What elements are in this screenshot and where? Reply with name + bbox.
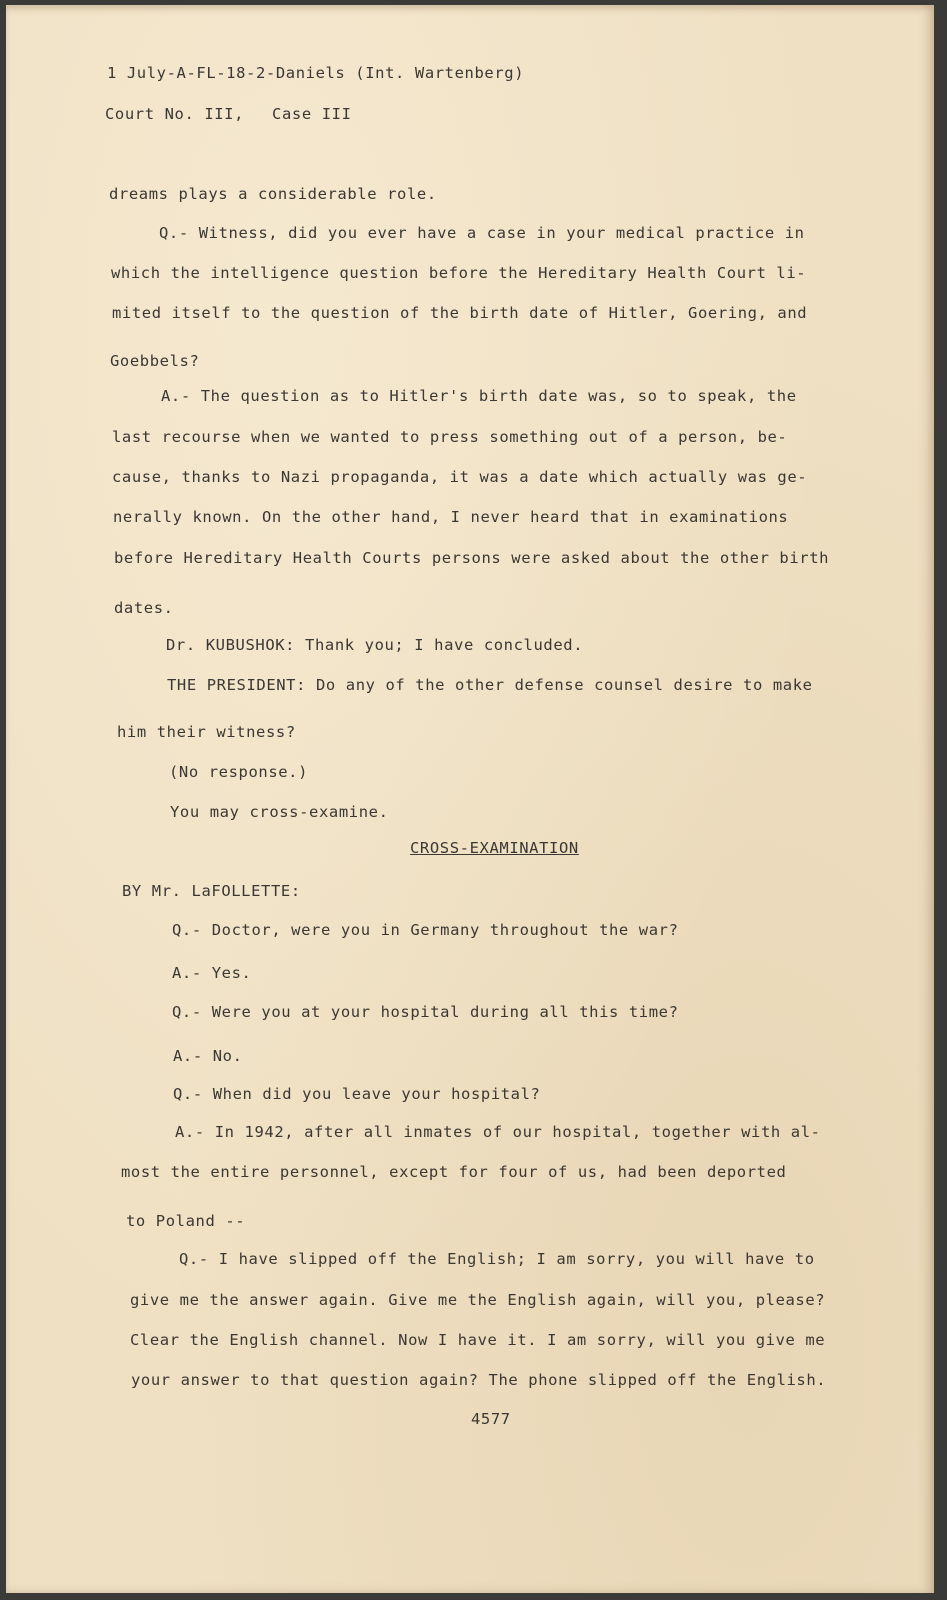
text-line: most the entire personnel, except for four of us, had been deported [121,1163,787,1181]
document-page [6,5,934,1593]
text-line: Q.- Doctor, were you in Germany throughout the war? [172,921,679,939]
text-line: nerally known. On the other hand, I never heard that in examinations [113,508,789,526]
text-line: dreams plays a considerable role. [109,185,437,203]
text-line: Q.- I have slipped off the English; I am sorry, you will have to [179,1250,815,1268]
text-line: Q.- Were you at your hospital during all this time? [172,1003,679,1021]
text-line: cause, thanks to Nazi propaganda, it was a date which actually was ge- [112,468,808,486]
text-line: (No response.) [169,763,309,781]
text-line: BY Mr. LaFOLLETTE: [122,882,301,900]
text-line: Goebbels? [110,352,200,370]
text-line: which the intelligence question before the Hereditary Health Court li- [111,264,807,282]
text-line: your answer to that question again? The phone slipped off the English. [131,1371,827,1389]
court-case-line [105,104,352,124]
text-line: him their witness? [117,723,296,741]
text-line: A.- In 1942, after all inmates of our hospital, together with al- [175,1123,821,1141]
text-line: A.- The question as to Hitler's birth date was, so to speak, the [161,387,797,405]
court-number: Court No. III, [105,105,245,123]
header-line: 1 July-A-FL-18-2-Daniels (Int. Wartenberg) [107,64,525,82]
text-line: mited itself to the question of the birth date of Hitler, Goering, and [112,304,808,322]
text-line: dates. [114,599,174,617]
text-line: before Hereditary Health Courts persons were asked about the other birth [114,549,830,567]
case-number: Case III [272,105,352,123]
text-line: THE PRESIDENT: Do any of the other defense counsel desire to make [167,676,813,694]
text-line: Clear the English channel. Now I have it. I am sorry, will you give me [130,1331,826,1349]
section-heading: CROSS-EXAMINATION [410,839,579,857]
text-line: last recourse when we wanted to press something out of a person, be- [112,428,788,446]
text-line: Dr. KUBUSHOK: Thank you; I have concluded. [166,636,584,654]
text-line: A.- Yes. [172,964,252,982]
text-line: You may cross-examine. [170,803,389,821]
text-line: Q.- Witness, did you ever have a case in your medical practice in [159,224,805,242]
text-line: Q.- When did you leave your hospital? [173,1085,541,1103]
text-line: to Poland -- [126,1212,246,1230]
page-number: 4577 [471,1410,511,1428]
text-line: give me the answer again. Give me the English again, will you, please? [130,1291,826,1309]
text-line: A.- No. [173,1047,243,1065]
